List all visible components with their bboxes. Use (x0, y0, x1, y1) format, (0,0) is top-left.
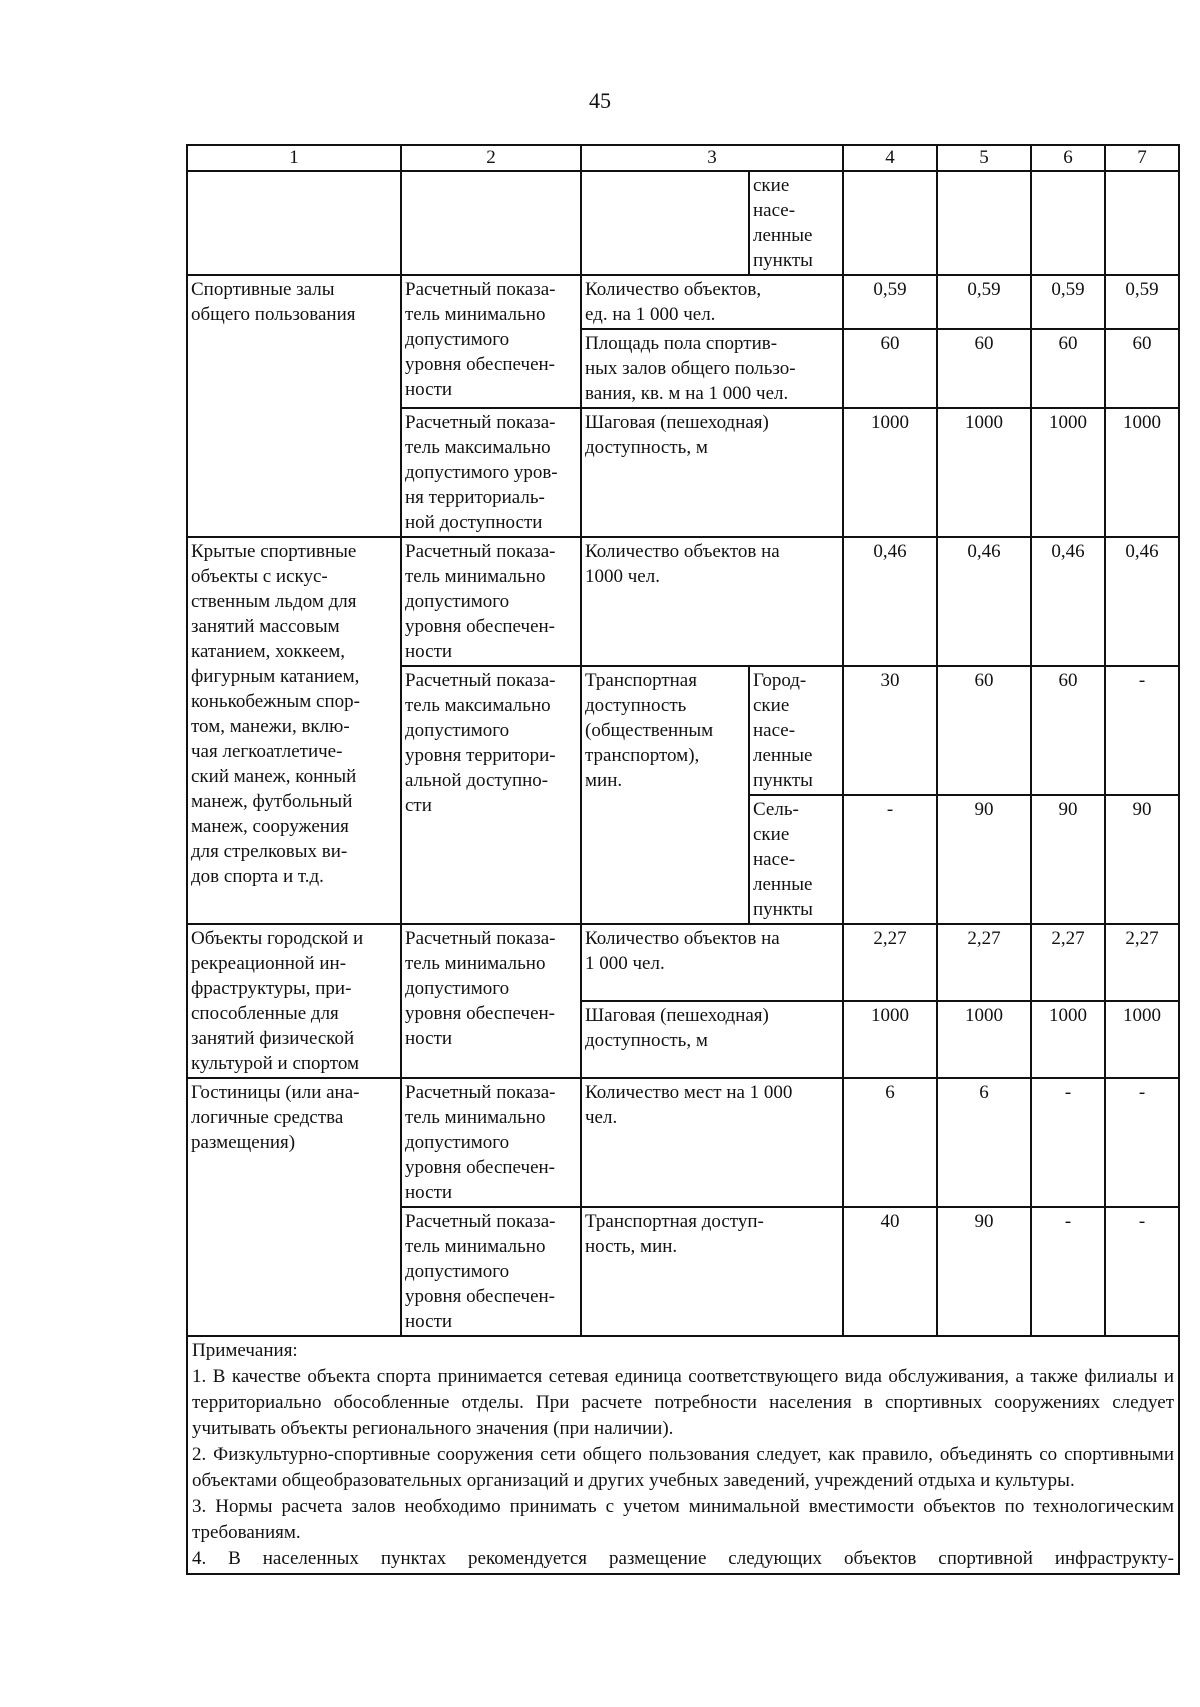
value-cell: 1000 (1105, 408, 1179, 537)
header-col-3: 3 (581, 145, 843, 171)
value-cell: 2,27 (843, 924, 937, 1001)
note-3: 3. Нормы расчета залов необходимо принимать с учетом минимальной вместимости объектов по технологическим требованиям. (192, 1496, 1174, 1543)
value-cell: 0,59 (843, 275, 937, 329)
value-cell: 1000 (937, 1001, 1031, 1078)
notes-title: Примечания: (192, 1340, 298, 1361)
hotels-indicator-min-2: Расчетный показа- тель минимально допустимого уровня обеспечен- ности (401, 1207, 581, 1336)
value-cell: 90 (937, 795, 1031, 924)
recreation-indicator-min: Расчетный показа- тель минимально допустимого уровня обеспечен- ности (401, 924, 581, 1078)
ice-param-count: Количество объектов на 1000 чел. (581, 537, 843, 666)
ice-row-count (187, 537, 1179, 666)
norms-table (186, 144, 1180, 1575)
notes-row (187, 1336, 1179, 1574)
cell-empty (1105, 171, 1179, 275)
value-cell: 0,46 (843, 537, 937, 666)
cell-empty (187, 171, 401, 275)
header-col-2: 2 (401, 145, 581, 171)
value-cell: 30 (843, 666, 937, 795)
recreation-row-count (187, 924, 1179, 1001)
value-cell: 1000 (843, 408, 937, 537)
header-row (187, 145, 1179, 171)
value-cell: 1000 (937, 408, 1031, 537)
continuation-row (187, 171, 1179, 275)
header-col-4: 4 (843, 145, 937, 171)
header-col-7: 7 (1105, 145, 1179, 171)
value-cell: 0,46 (1105, 537, 1179, 666)
ice-param-transport: Транспортная доступность (общественным транспортом), мин. (581, 666, 749, 924)
sport-halls-param-walk: Шаговая (пешеходная) доступность, м (581, 408, 843, 537)
sport-halls-param-count: Количество объектов, ед. на 1 000 чел. (581, 275, 843, 329)
value-cell: 0,46 (1031, 537, 1105, 666)
value-cell: 60 (1105, 329, 1179, 408)
note-4: 4. В населенных пунктах рекомендуется размещение следующих объектов спортивной инфраструкту- (192, 1548, 1174, 1569)
value-cell: 60 (843, 329, 937, 408)
sport-halls-param-area: Площадь пола спортив- ных залов общего пользо- вания, кв. м на 1 000 чел. (581, 329, 843, 408)
note-2: 2. Физкультурно-спортивные сооружения сети общего пользования следует, как правило, объединять со спортивными объектами общеобразовательных организаций и других учебных заведений, учреждений отдыха и культуры. (192, 1444, 1174, 1491)
value-cell: 60 (937, 666, 1031, 795)
sport-halls-indicator-min: Расчетный показа- тель минимально допустимого уровня обеспечен- ности (401, 275, 581, 408)
value-cell: 90 (937, 1207, 1031, 1336)
ice-indicator-min: Расчетный показа- тель минимально допустимого уровня обеспечен- ности (401, 537, 581, 666)
value-cell: - (1105, 1078, 1179, 1207)
value-cell: 90 (1031, 795, 1105, 924)
value-cell: 1000 (1105, 1001, 1179, 1078)
recreation-param-walk: Шаговая (пешеходная) доступность, м (581, 1001, 843, 1078)
hotels-object: Гостиницы (или ана- логичные средства размещения) (187, 1078, 401, 1336)
value-cell: 6 (937, 1078, 1031, 1207)
ice-rural-label: Сель- ские насе- ленные пункты (749, 795, 843, 924)
sport-halls-indicator-max: Расчетный показа- тель максимально допустимого уров- ня территориаль- ной доступности (401, 408, 581, 537)
value-cell: 0,46 (937, 537, 1031, 666)
value-cell: - (843, 795, 937, 924)
recreation-object: Объекты городской и рекреационной ин- фраструктуры, при- способленные для занятий физической культурой и спортом (187, 924, 401, 1078)
cell-empty (843, 171, 937, 275)
value-cell: - (1031, 1207, 1105, 1336)
header-col-5: 5 (937, 145, 1031, 171)
cell-empty (1031, 171, 1105, 275)
value-cell: 0,59 (1031, 275, 1105, 329)
notes-cell (187, 1336, 1179, 1574)
value-cell: 1000 (1031, 1001, 1105, 1078)
cell-empty (581, 171, 749, 275)
note-1: 1. В качестве объекта спорта принимается сетевая единица соответствующего вида обслуживания, а также филиалы и территориально обособленные отделы. При расчете потребности населения в спортивных сооружениях следует учитывать объекты регионального значения (при наличии). (192, 1366, 1174, 1439)
value-cell: 1000 (843, 1001, 937, 1078)
value-cell: 0,59 (937, 275, 1031, 329)
page-number: 45 (589, 88, 611, 113)
sport-halls-object: Спортивные залы общего пользования (187, 275, 401, 537)
cell-empty (937, 171, 1031, 275)
value-cell: 2,27 (1031, 924, 1105, 1001)
value-cell: 2,27 (937, 924, 1031, 1001)
hotels-indicator-min-1: Расчетный показа- тель минимально допустимого уровня обеспечен- ности (401, 1078, 581, 1207)
hotels-row-places (187, 1078, 1179, 1207)
value-cell: 40 (843, 1207, 937, 1336)
sport-halls-row-count (187, 275, 1179, 329)
cell-empty (401, 171, 581, 275)
header-col-6: 6 (1031, 145, 1105, 171)
ice-object: Крытые спортивные объекты с искус- ственным льдом для занятий массовым катанием, хоккеем, фигурным катанием, конькобежным спор- том, манежи, вклю- чая легкоатлетиче- ский манеж, конный манеж, футбольный манеж, сооружения для стрелковых ви- дов спорта и т.д. (187, 537, 401, 924)
ice-urban-label: Город- ские насе- ленные пункты (749, 666, 843, 795)
value-cell: 60 (1031, 329, 1105, 408)
value-cell: 0,59 (1105, 275, 1179, 329)
value-cell: - (1105, 666, 1179, 795)
value-cell: 6 (843, 1078, 937, 1207)
hotels-param-places: Количество мест на 1 000 чел. (581, 1078, 843, 1207)
continued-subtype: ские насе- ленные пункты (749, 171, 843, 275)
value-cell: 1000 (1031, 408, 1105, 537)
value-cell: 90 (1105, 795, 1179, 924)
value-cell: 60 (1031, 666, 1105, 795)
recreation-param-count: Количество объектов на 1 000 чел. (581, 924, 843, 1001)
value-cell: 2,27 (1105, 924, 1179, 1001)
header-col-1: 1 (187, 145, 401, 171)
value-cell: - (1105, 1207, 1179, 1336)
ice-indicator-max: Расчетный показа- тель максимально допустимого уровня территори- альной доступно- сти (401, 666, 581, 924)
hotels-param-transport: Транспортная доступ- ность, мин. (581, 1207, 843, 1336)
value-cell: - (1031, 1078, 1105, 1207)
value-cell: 60 (937, 329, 1031, 408)
